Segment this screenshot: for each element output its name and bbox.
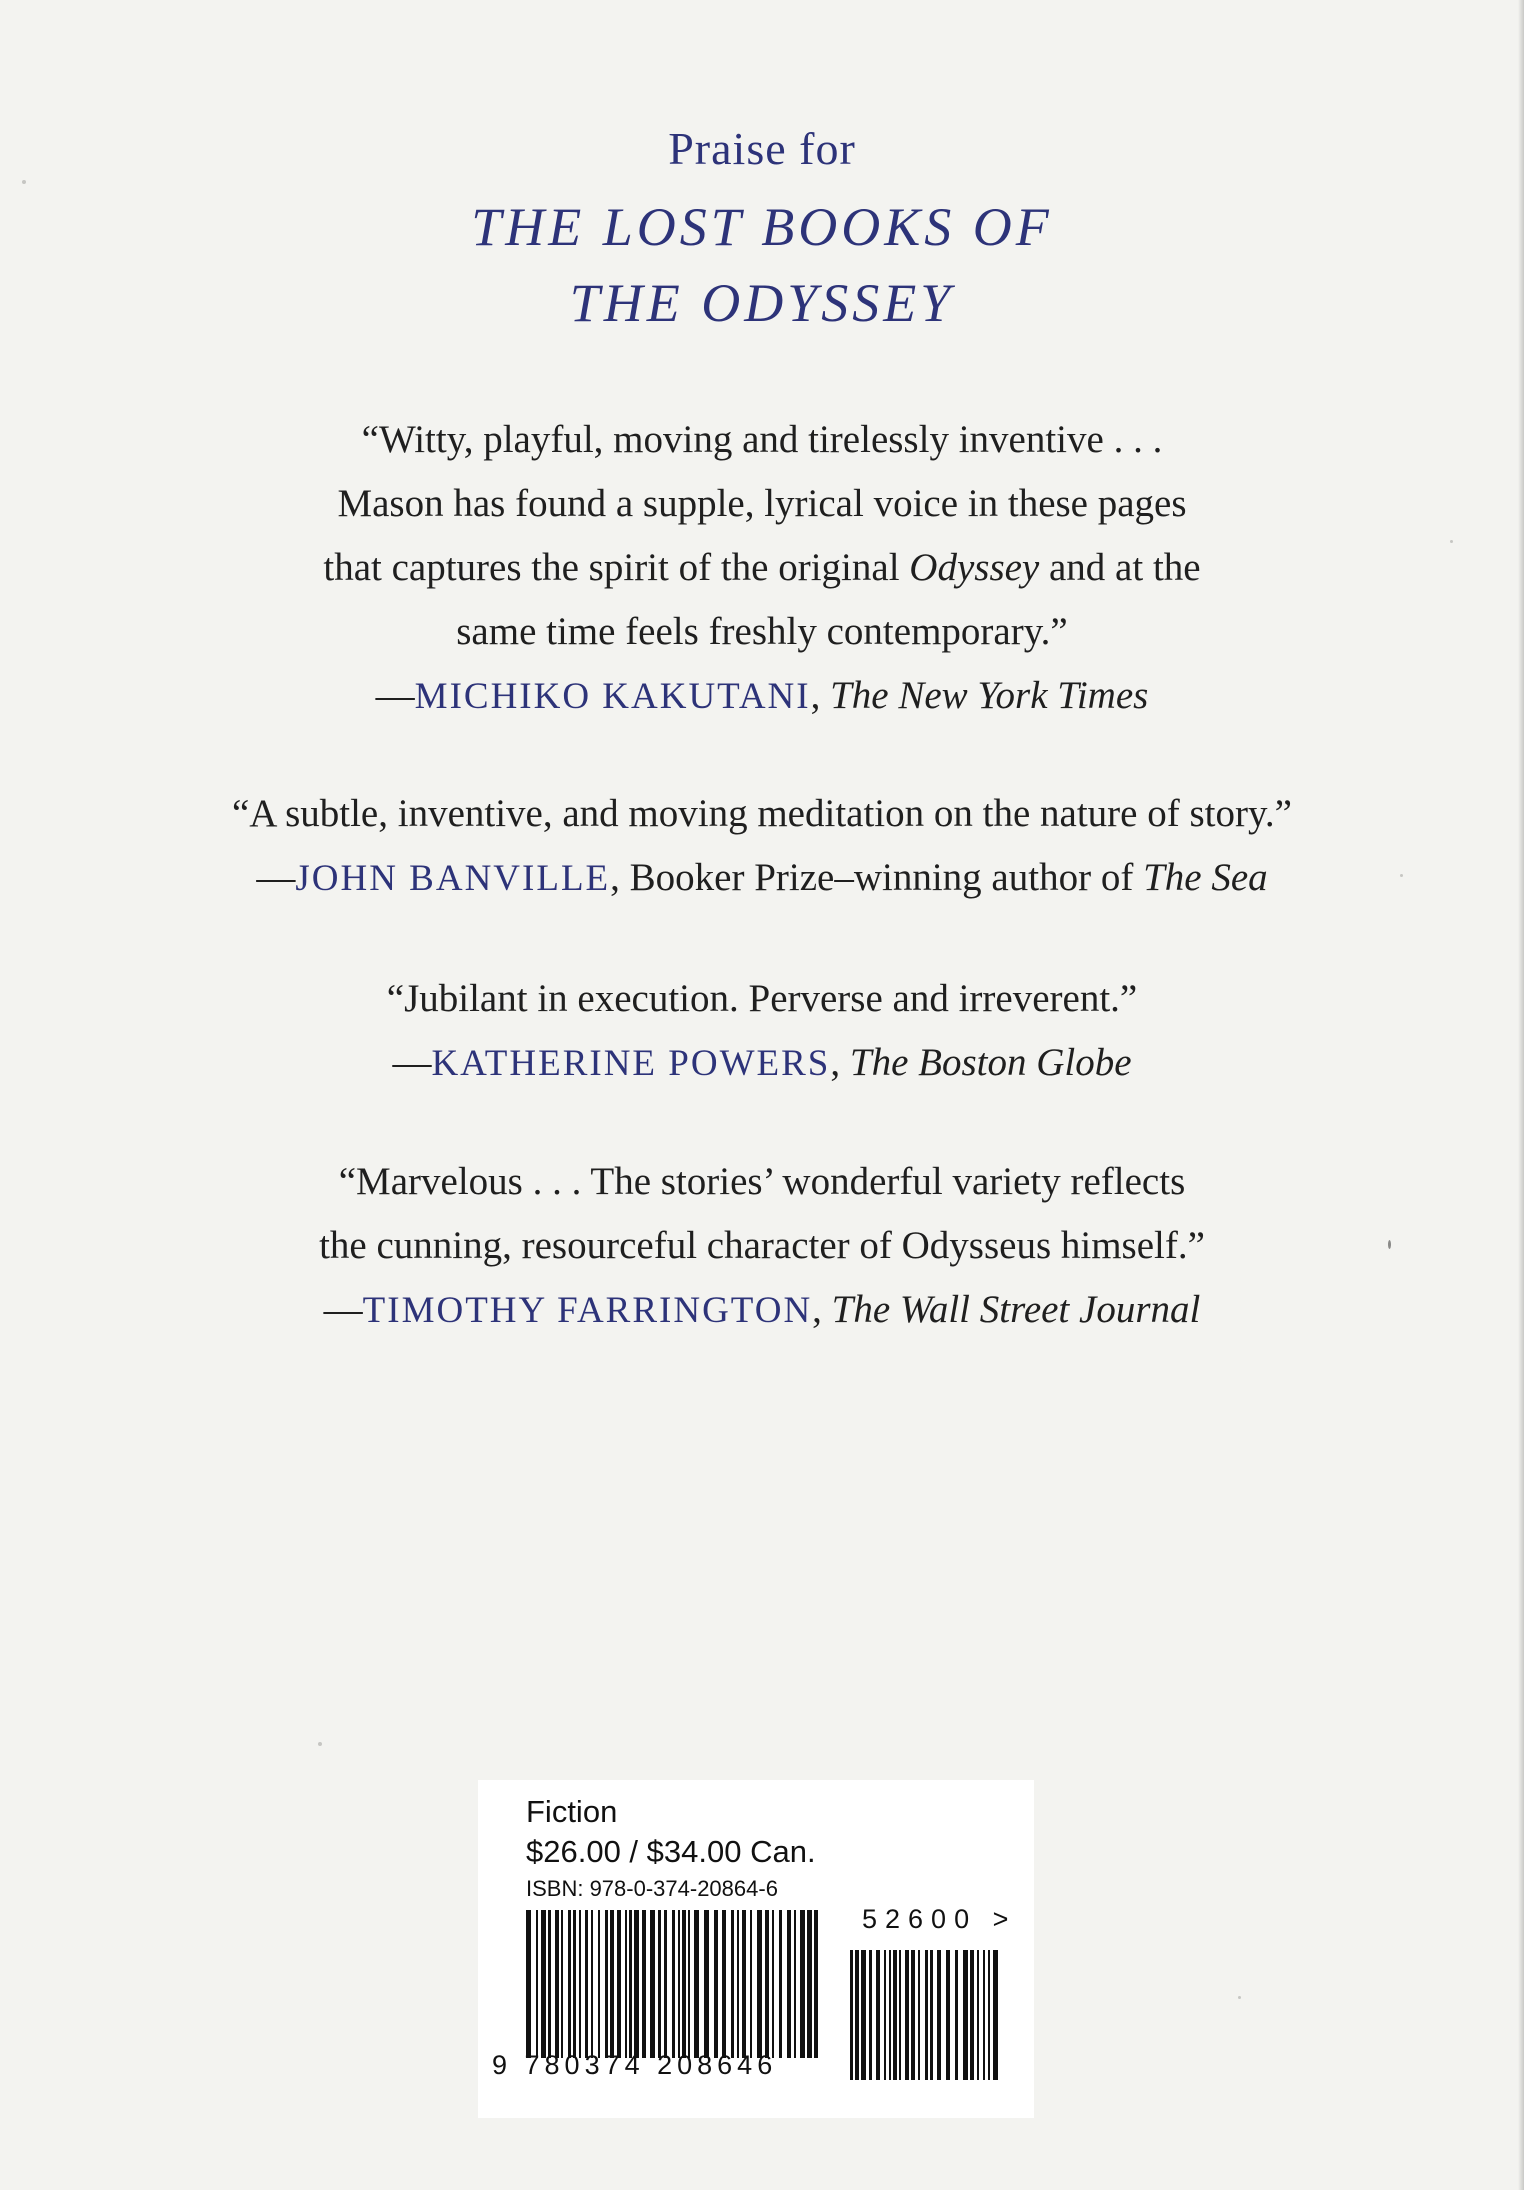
- barcode-bar: [561, 1910, 563, 2058]
- book-title-line-1: THE LOST BOOKS OF: [471, 197, 1053, 257]
- barcode-bar: [757, 1910, 762, 2058]
- quote-line: same time feels freshly contemporary.”: [456, 610, 1068, 653]
- barcode-bar: [536, 1910, 538, 2058]
- barcode-bar: [642, 1910, 646, 2058]
- book-title-line-2: THE ODYSSEY: [569, 273, 955, 333]
- attribution-separator: ,: [812, 1288, 832, 1331]
- barcode-bar: [787, 1910, 791, 2058]
- barcode-bar: [925, 1950, 928, 2080]
- attribution-source: The New York Times: [830, 674, 1149, 717]
- attribution-separator: ,: [830, 1041, 850, 1084]
- attribution-dash: —: [392, 1041, 432, 1084]
- barcode-bar: [568, 1910, 571, 2058]
- quote-line: the cunning, resourceful character of Odysseus himself.”: [319, 1224, 1205, 1267]
- barcode-bar: [617, 1910, 621, 2058]
- barcode-bar: [722, 1910, 726, 2058]
- barcode-bar: [893, 1950, 897, 2080]
- price-supplement-code: 52600 >: [862, 1904, 1017, 1934]
- barcode-bar: [918, 1950, 920, 2080]
- supplement-barcode: [850, 1950, 998, 2080]
- barcode-label: [478, 1780, 1034, 2118]
- barcode-bar: [993, 1950, 998, 2080]
- barcode-bar: [970, 1950, 974, 2080]
- barcode-bar: [779, 1910, 782, 2058]
- barcode-bar: [850, 1950, 853, 2080]
- quote-attribution: [0, 1031, 1524, 1096]
- quote-line: “Witty, playful, moving and tirelessly inventive . . .: [361, 418, 1163, 461]
- barcode-bar: [579, 1910, 581, 2058]
- barcode-bar: [555, 1910, 559, 2058]
- scan-speck: [22, 180, 26, 184]
- attribution-separator: ,: [810, 674, 831, 717]
- barcode-bar: [977, 1950, 979, 2080]
- barcode-bar: [737, 1910, 739, 2058]
- barcode-bar: [678, 1910, 680, 2058]
- barcode-bar: [905, 1950, 909, 2080]
- barcode-bar: [899, 1950, 901, 2080]
- barcode-bar: [585, 1910, 588, 2058]
- quote-text: and at the: [1039, 546, 1201, 589]
- scan-speck: [1450, 540, 1453, 543]
- attribution-name: KATHERINE POWERS: [431, 1043, 831, 1084]
- quote-attribution: [0, 1278, 1524, 1343]
- barcode-bar: [955, 1950, 958, 2080]
- barcode-bar: [672, 1910, 675, 2058]
- quote-line: [0, 536, 1524, 600]
- barcode-bar: [605, 1910, 608, 2058]
- barcode-bar: [937, 1950, 941, 2080]
- barcode-bar: [814, 1910, 818, 2058]
- barcode-bar: [610, 1910, 614, 2058]
- barcode-bar: [869, 1950, 872, 2080]
- barcode-bar: [911, 1950, 915, 2080]
- barcode-bar: [682, 1910, 686, 2058]
- attribution-dash: —: [323, 1288, 363, 1331]
- quote-text: that captures the spirit of the original: [323, 546, 910, 589]
- praise-for-heading: Praise for: [668, 123, 856, 174]
- barcode-bar: [664, 1910, 667, 2058]
- barcode-bar: [742, 1910, 746, 2058]
- main-barcode: [526, 1910, 818, 2058]
- attribution-description: , Booker Prize–winning author of: [610, 856, 1144, 899]
- barcode-bar: [629, 1910, 632, 2058]
- barcode-bar: [988, 1950, 990, 2080]
- barcode-bar: [526, 1910, 531, 2058]
- barcode-bar: [794, 1910, 796, 2058]
- barcode-bar: [855, 1950, 859, 2080]
- barcode-bar: [807, 1910, 812, 2058]
- quote-line: Mason has found a supple, lyrical voice in these pages: [337, 482, 1187, 525]
- barcode-bar: [658, 1910, 661, 2058]
- quote-line: “A subtle, inventive, and moving meditation on the nature of story.”: [232, 792, 1292, 835]
- barcode-bar: [650, 1910, 655, 2058]
- attribution-name: JOHN BANVILLE: [295, 858, 611, 899]
- attribution-dash: —: [375, 674, 415, 717]
- barcode-bar: [634, 1910, 639, 2058]
- attribution-source: The Boston Globe: [849, 1041, 1132, 1084]
- quote-italic-title: Odyssey: [909, 546, 1040, 589]
- quote-banville: [0, 782, 1524, 911]
- barcode-bar: [591, 1910, 593, 2058]
- price-label: $26.00 / $34.00 Can.: [526, 1834, 816, 1869]
- barcode-bar: [889, 1950, 891, 2080]
- barcode-bar: [946, 1950, 950, 2080]
- quote-attribution: [0, 664, 1524, 729]
- genre-label: Fiction: [526, 1794, 618, 1829]
- barcode-bar: [714, 1910, 718, 2058]
- barcode-bar: [541, 1910, 546, 2058]
- scan-speck: [1400, 874, 1403, 877]
- attribution-name: MICHIKO KAKUTANI: [414, 676, 811, 717]
- quote-line: “Marvelous . . . The stories’ wonderful variety reflects: [338, 1160, 1186, 1203]
- barcode-bar: [876, 1950, 880, 2080]
- barcode-bar: [688, 1910, 690, 2058]
- barcode-bar: [625, 1910, 627, 2058]
- barcode-bar: [963, 1950, 968, 2080]
- barcode-bar: [704, 1910, 709, 2058]
- attribution-name: TIMOTHY FARRINGTON: [362, 1290, 813, 1331]
- attribution-dash: —: [256, 856, 296, 899]
- scan-speck: [1388, 1240, 1391, 1249]
- barcode-bar: [772, 1910, 774, 2058]
- barcode-bar: [983, 1950, 985, 2080]
- barcode-bar: [694, 1910, 699, 2058]
- quote-powers: [0, 967, 1524, 1096]
- barcode-digits: 9 780374 208646: [492, 2050, 778, 2080]
- attribution-source: The Wall Street Journal: [831, 1288, 1201, 1331]
- scan-speck: [318, 1742, 322, 1746]
- isbn-label: ISBN: 978-0-374-20864-6: [526, 1876, 778, 1901]
- barcode-bar: [800, 1910, 805, 2058]
- barcode-bar: [598, 1910, 600, 2058]
- quote-line: “Jubilant in execution. Perverse and irreverent.”: [386, 977, 1138, 1020]
- barcode-bar: [548, 1910, 551, 2058]
- scan-speck: [1238, 1996, 1241, 1999]
- quote-attribution: [0, 846, 1524, 911]
- barcode-bar: [750, 1910, 752, 2058]
- quote-farrington: [0, 1150, 1524, 1343]
- barcode-bar: [573, 1910, 576, 2058]
- quote-kakutani: [0, 408, 1524, 729]
- barcode-bar: [930, 1950, 933, 2080]
- barcode-bar: [861, 1950, 866, 2080]
- barcode-bar: [765, 1910, 769, 2058]
- attribution-source: The Sea: [1143, 856, 1268, 899]
- barcode-bar: [731, 1910, 734, 2058]
- barcode-bar: [884, 1950, 886, 2080]
